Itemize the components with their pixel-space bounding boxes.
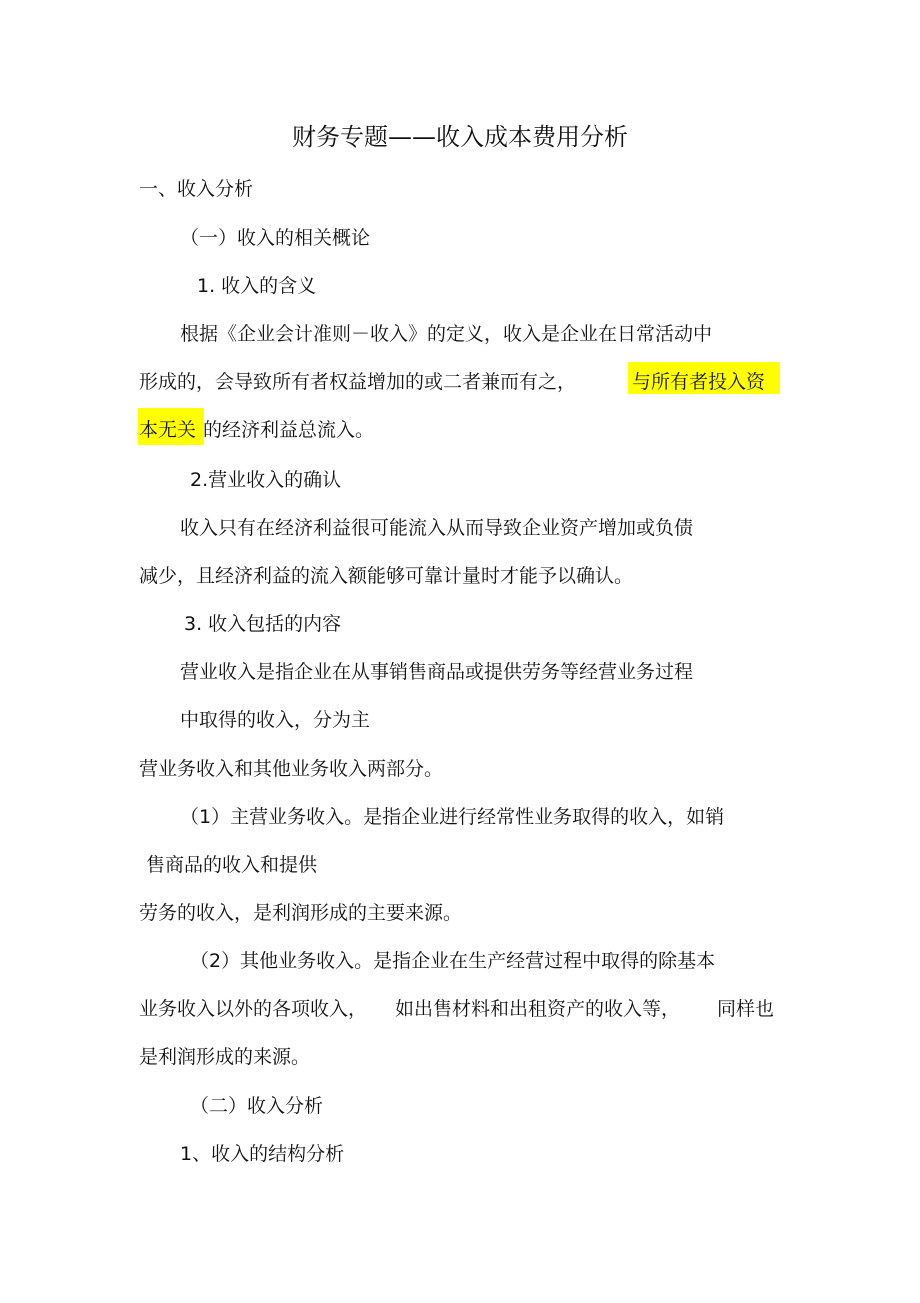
paragraph-line: 收入只有在经济利益很可能流入从而导致企业资产增加或负债 — [180, 517, 694, 539]
item-heading-3: 3. 收入包括的内容 — [184, 613, 342, 635]
paragraph-line: 同样也 — [717, 998, 775, 1020]
item-heading-4: 1、收入的结构分析 — [180, 1143, 345, 1165]
paragraph-line: 是利润形成的来源。 — [139, 1046, 311, 1068]
paragraph-line: 售商品的收入和提供 — [146, 854, 318, 876]
item-heading-1: 1. 收入的含义 — [197, 275, 317, 297]
page-title: 财务专题——收入成本费用分析 — [292, 123, 628, 151]
paragraph-line: 中取得的收入，分为主 — [180, 709, 371, 731]
highlighted-text: 本无关 — [139, 419, 197, 441]
paragraph-line: 根据《企业会计准则－收入》的定义，收入是企业在日常活动中 — [180, 323, 713, 345]
item-heading-2: 2.营业收入的确认 — [190, 469, 342, 491]
highlighted-text: 与所有者投入资 — [632, 371, 766, 393]
subsection-heading-2: （二）收入分析 — [190, 1095, 324, 1117]
paragraph-line: 劳务的收入，是利润形成的主要来源。 — [139, 902, 463, 924]
paragraph-line: （1）主营业务收入。是指企业进行经常性业务取得的收入，如销 — [180, 806, 725, 828]
paragraph-line: 的经济利益总流入。 — [203, 419, 375, 441]
paragraph-line: 如出售材料和出租资产的收入等， — [395, 998, 681, 1020]
paragraph-line: 形成的，会导致所有者权益增加的或二者兼而有之， — [139, 371, 577, 393]
subsection-heading-1: （一）收入的相关概论 — [180, 227, 371, 249]
paragraph-line: 减少，且经济利益的流入额能够可靠计量时才能予以确认。 — [139, 565, 634, 587]
section-heading-1: 一、收入分析 — [139, 178, 254, 200]
paragraph-line: （2）其他业务收入。是指企业在生产经营过程中取得的除基本 — [190, 950, 716, 972]
paragraph-line: 营业收入是指企业在从事销售商品或提供劳务等经营业务过程 — [180, 661, 694, 683]
paragraph-line: 营业务收入和其他业务收入两部分。 — [139, 758, 444, 780]
paragraph-line: 业务收入以外的各项收入， — [139, 998, 368, 1020]
